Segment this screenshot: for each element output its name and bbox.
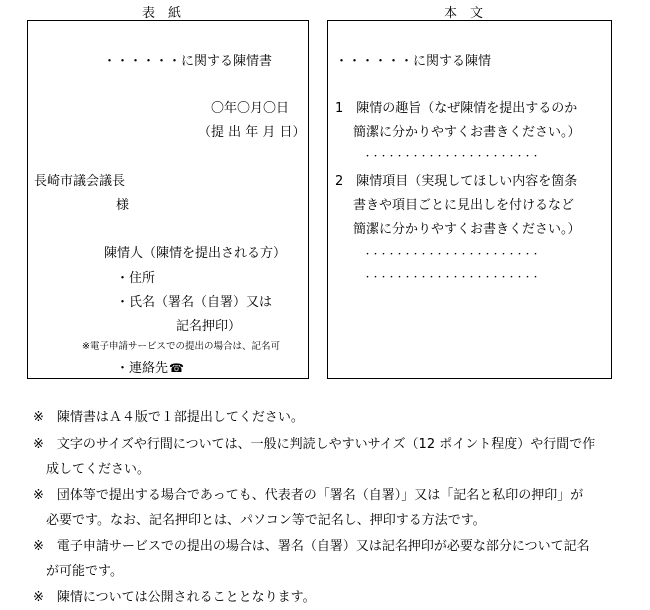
cover-date: 〇年〇月〇日 [211, 101, 290, 116]
petitioner-address: ・住所 [116, 271, 156, 286]
note-4-cont: が可能です。 [33, 564, 123, 579]
item2-dots-1: ・・・・・・・・・・・・・・・・・・・・・・ [363, 250, 540, 260]
note-4: ※ 電子申請サービスでの提出の場合は、署名（自署）又は記名押印が必要な部分について記名 [33, 539, 590, 554]
contact-label: ・連絡先 [116, 361, 169, 376]
note-3-cont: 必要です。なお、記名押印とは、パソコン等で記名し、押印する方法です。 [33, 513, 486, 528]
petitioner-name: ・氏名（署名（自署）又は [116, 295, 273, 310]
item2-label: 2 陳情項目（実現してほしい内容を箇条 [335, 174, 578, 189]
cover-title: ・・・・・・に関する陳情書 [103, 54, 273, 69]
cover-honorific: 様 [116, 198, 130, 213]
note-1: ※ 陳情書はＡ４版で１部提出してください。 [33, 410, 304, 425]
cover-addressee: 長崎市議会議長 [34, 174, 126, 189]
note-2-cont: 成してください。 [33, 462, 151, 477]
cover-page-box [27, 20, 309, 379]
item2-dots-2: ・・・・・・・・・・・・・・・・・・・・・・ [363, 273, 540, 283]
body-header: 本 文 [444, 6, 484, 21]
phone-icon: ☎ [169, 361, 184, 375]
body-page-box [327, 20, 612, 379]
cover-date-note: （提 出 年 月 日） [198, 125, 306, 140]
petitioner-heading: 陳情人（陳情を提出される方） [104, 246, 287, 261]
electronic-note: ※電子申請サービスでの提出の場合は、記名可 [82, 341, 280, 352]
note-5: ※ 陳情については公開されることとなります。 [33, 590, 316, 605]
cover-header: 表 紙 [142, 6, 182, 21]
note-3: ※ 団体等で提出する場合であっても、代表者の「署名（自署）」又は「記名と私印の押印」が [33, 488, 584, 503]
note-2: ※ 文字のサイズや行間については、一般に判読しやすいサイズ（12 ポイント程度）や行間で作 [33, 437, 596, 452]
petitioner-name-2: 記名押印） [176, 319, 242, 334]
petitioner-contact [116, 360, 184, 377]
item2-line3: 簡潔に分かりやすくお書きください。） [353, 222, 581, 237]
item1-dots: ・・・・・・・・・・・・・・・・・・・・・・ [363, 152, 540, 162]
item2-line2: 書きや項目ごとに見出しを付けるなど [353, 198, 575, 213]
body-title: ・・・・・・に関する陳情 [335, 54, 492, 69]
item1-label: 1 陳情の趣旨（なぜ陳情を提出するのか [335, 101, 578, 116]
item1-line2: 簡潔に分かりやすくお書きください。） [353, 125, 581, 140]
